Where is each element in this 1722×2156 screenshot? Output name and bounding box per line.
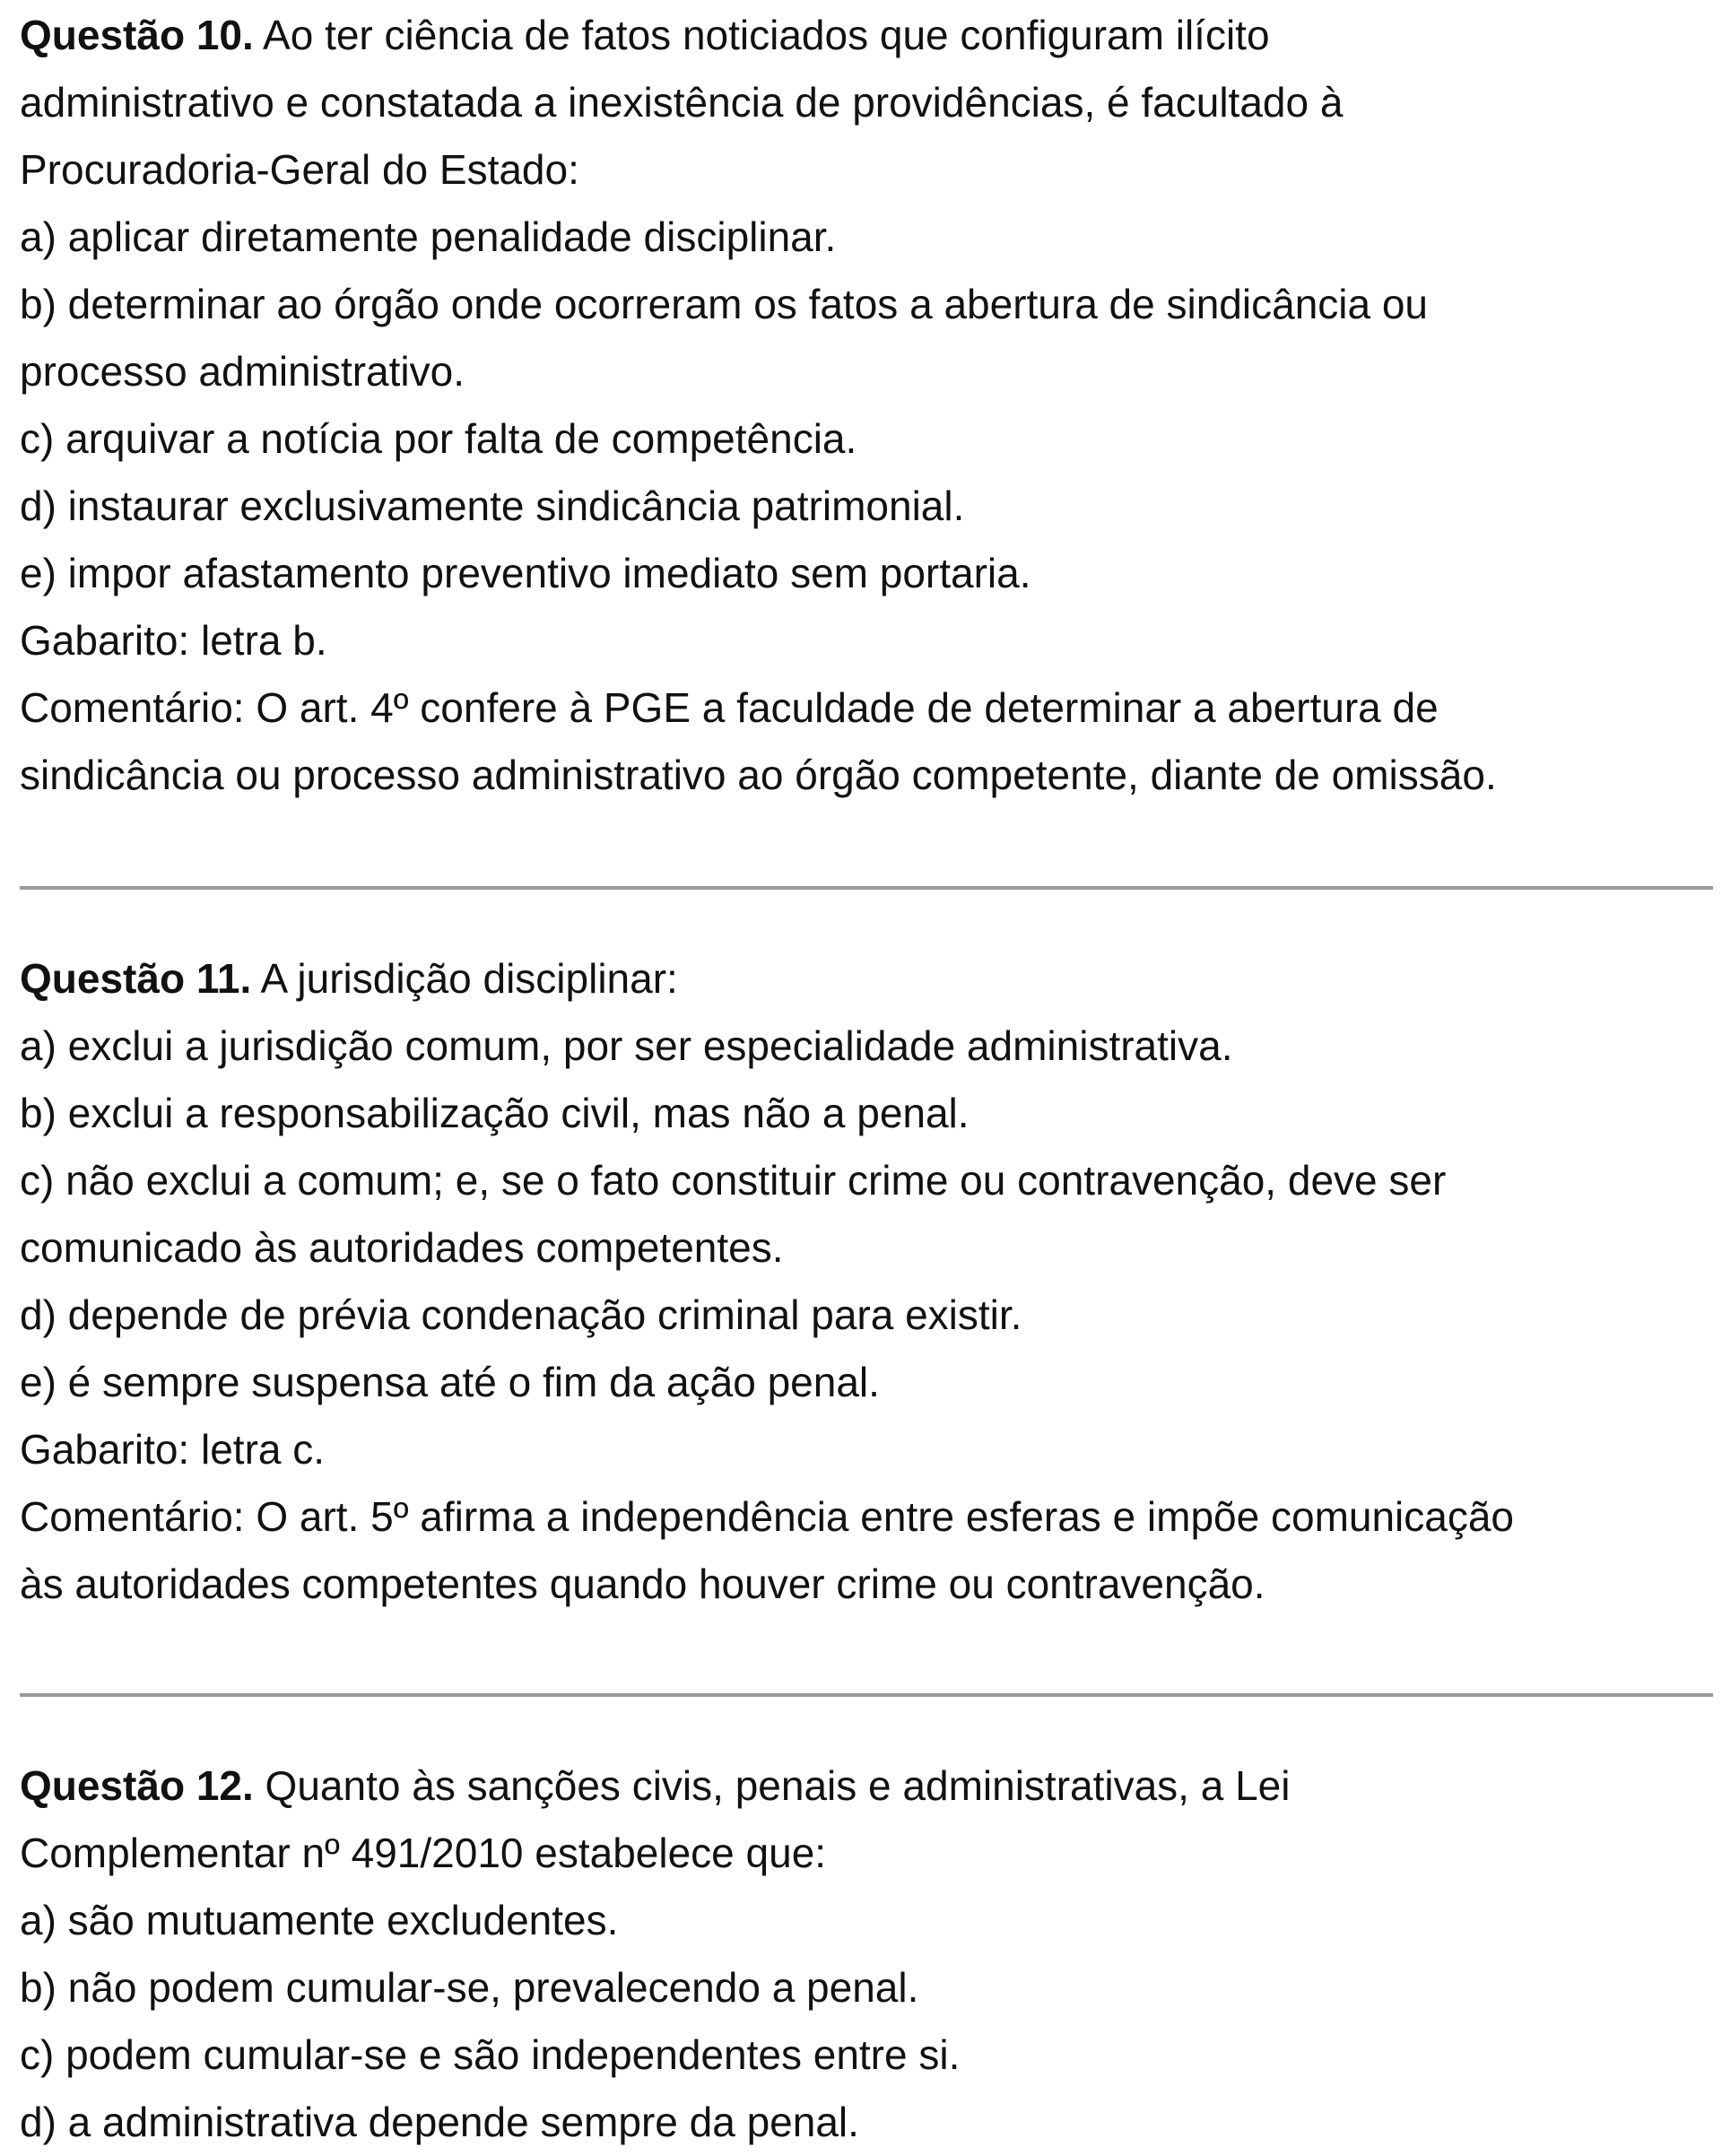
option-a: a) são mutuamente excludentes. xyxy=(20,1897,619,1943)
option-d: d) instaurar exclusivamente sindicância patrimonial. xyxy=(20,482,965,529)
answer-key: Gabarito: letra b. xyxy=(20,617,327,664)
question-stem-line: administrativo e constatada a inexistência de providências, é facultado à xyxy=(20,79,1344,126)
option-a: a) exclui a jurisdição comum, por ser especialidade administrativa. xyxy=(20,1022,1233,1069)
comment-line: sindicância ou processo administrativo ao órgão competente, diante de omissão. xyxy=(20,752,1497,798)
question-stem-line: Complementar nº 491/2010 estabelece que: xyxy=(20,1830,827,1876)
question-11 xyxy=(20,945,1514,1618)
option-c: c) arquivar a notícia por falta de competência. xyxy=(20,415,857,462)
option-b: b) não podem cumular-se, prevalecendo a penal. xyxy=(20,1964,919,2011)
option-e: e) é sempre suspensa até o fim da ação penal. xyxy=(20,1359,880,1405)
section-divider xyxy=(20,1693,1713,1697)
question-10 xyxy=(20,2,1497,809)
question-label: Questão 10. xyxy=(20,12,254,58)
option-c: c) não exclui a comum; e, se o fato constituir crime ou contravenção, deve ser xyxy=(20,1157,1447,1204)
option-a: a) aplicar diretamente penalidade disciplinar. xyxy=(20,213,837,260)
answer-key: Gabarito: letra c. xyxy=(20,1426,326,1473)
option-c-continued: comunicado às autoridades competentes. xyxy=(20,1224,784,1271)
question-stem-line: Procuradoria-Geral do Estado: xyxy=(20,146,579,193)
question-label: Questão 11. xyxy=(20,955,252,1002)
option-b: b) determinar ao órgão onde ocorreram os fatos a abertura de sindicância ou xyxy=(20,281,1429,327)
comment-line: Comentário: O art. 5º afirma a independência entre esferas e impõe comunicação xyxy=(20,1493,1515,1540)
question-stem-text: A jurisdição disciplinar: xyxy=(251,955,678,1002)
option-b-continued: processo administrativo. xyxy=(20,348,465,395)
option-d: d) depende de prévia condenação criminal para existir. xyxy=(20,1291,1022,1338)
option-c: c) podem cumular-se e são independentes entre si. xyxy=(20,2031,961,2078)
question-stem-text: Ao ter ciência de fatos noticiados que configuram ilícito xyxy=(253,12,1270,58)
comment-line: às autoridades competentes quando houver crime ou contravenção. xyxy=(20,1560,1265,1607)
option-e: e) impor afastamento preventivo imediato sem portaria. xyxy=(20,550,1031,596)
section-divider xyxy=(20,886,1713,890)
question-stem-line xyxy=(20,945,1514,1013)
question-stem-line xyxy=(20,1752,1291,1820)
option-b: b) exclui a responsabilização civil, mas não a penal. xyxy=(20,1090,970,1136)
question-label: Questão 12. xyxy=(20,1762,254,1809)
question-12 xyxy=(20,1752,1291,2156)
option-d: d) a administrativa depende sempre da penal. xyxy=(20,2099,859,2145)
comment-line: Comentário: O art. 4º confere à PGE a faculdade de determinar a abertura de xyxy=(20,684,1439,731)
question-stem-line xyxy=(20,2,1497,69)
question-stem-text: Quanto às sanções civis, penais e administrativas, a Lei xyxy=(253,1762,1291,1809)
